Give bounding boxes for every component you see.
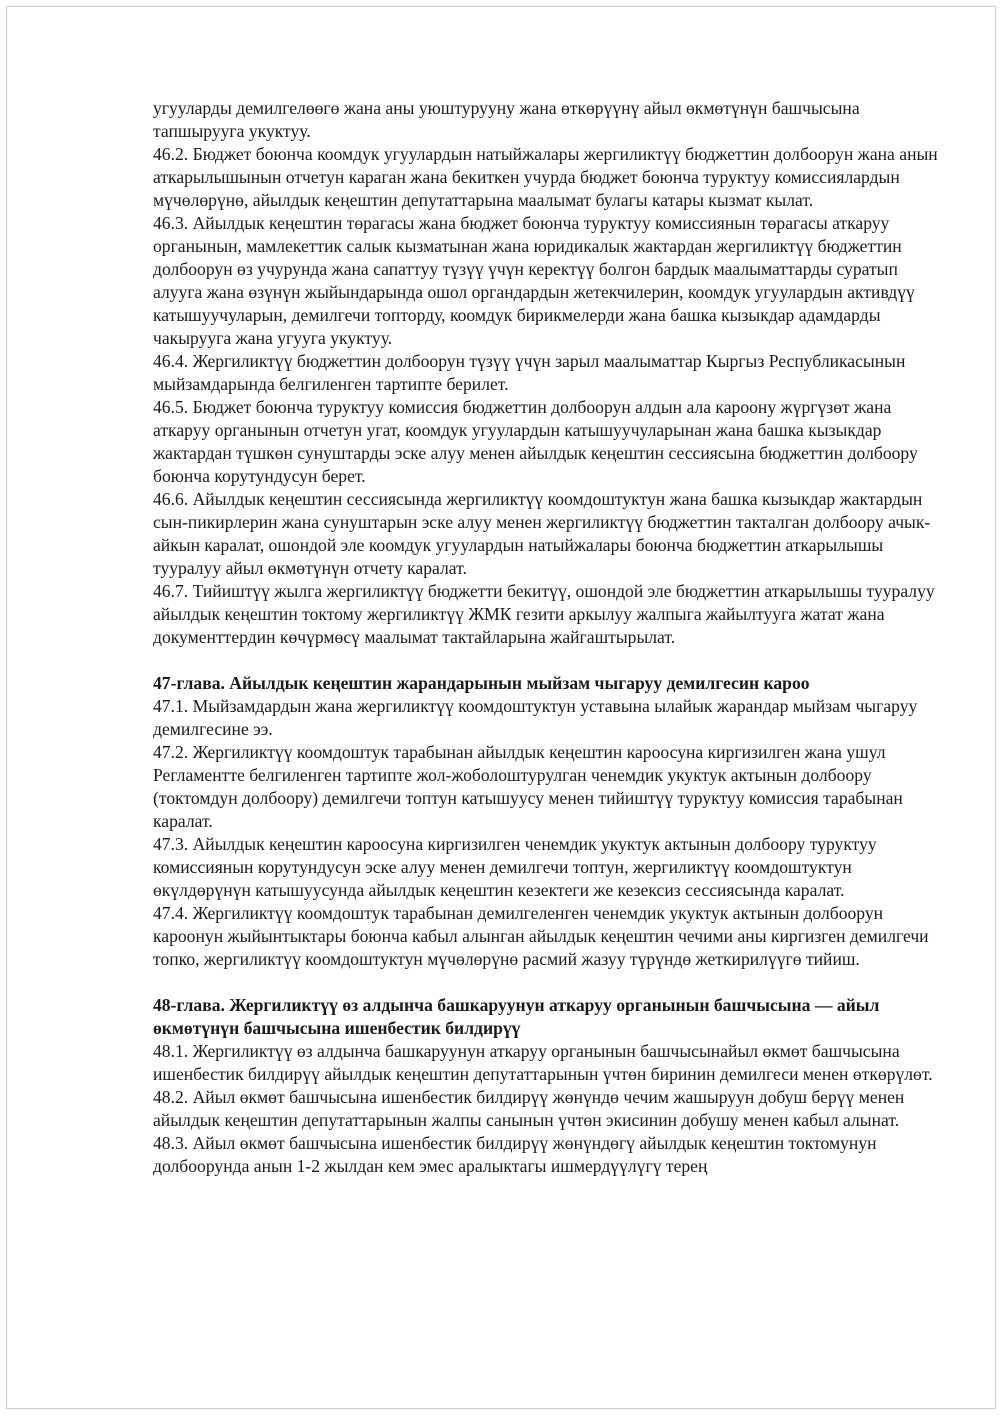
document-body: [153, 97, 943, 1178]
paragraph-46-2: 46.2. Бюджет боюнча коомдук угуулардын натыйжалары жергиликтүү бюджеттин долбоорун жана анын аткарылышынын отчетун караган жана бекиткен учурда бюджет боюнча туруктуу комиссиялардын мүчөлөрүнө, айылдык кеңештин депутаттарына маалымат булагы катары кызмат кылат.: [153, 144, 938, 210]
paragraph-46-6: 46.6. Айылдык кеңештин сессиясында жергиликтүү коомдоштуктун жана башка кызыкдар жактардын сын-пикирлерин жана сунуштарын эске алуу менен жергиликтүү бюджеттин такталган долбоору ачык-айкын каралат, ошондой эле коомдук угуулардын натыйжалары боюнча бюджеттин аткарылышы тууралуу айыл өкмөтүнүн отчету каралат.: [153, 489, 931, 578]
chapter-48-heading: 48-глава. Жергиликтүү өз алдынча башкаруунун аткаруу органынын башчысына — айыл өкмөтүнүн башчысына ишенбестик билдирүү: [153, 995, 880, 1038]
paragraph-48-3: 48.3. Айыл өкмөт башчысына ишенбестик билдирүү жөнүндөгү айылдык кеңештин токтомунун долбоорунда анын 1-2 жылдан кем эмес аралыктагы ишмердүүлүгү терең: [153, 1133, 877, 1176]
paragraph-47-2: 47.2. Жергиликтүү коомдоштук тарабынан айылдык кеңештин кароосуна киргизилген жана ушул Регламентте белгиленген тартипте жол-жоболоштурулган ченемдик укуктук актынын долбоору (токтомдун долбоору) демилгечи топтун катышуусу менен тийиштүү туруктуу комиссия тарабынан каралат.: [153, 742, 903, 831]
document-page: [6, 6, 996, 1409]
paragraph-47-1: 47.1. Мыйзамдардын жана жергиликтүү коомдоштуктун уставына ылайык жарандар мыйзам чыгаруу демилгесине ээ.: [153, 696, 918, 739]
paragraph-47-3: 47.3. Айылдык кеңештин кароосуна киргизилген ченемдик укуктук актынын долбоору туруктуу комиссиянын корутундусун эске алуу менен демилгечи топтун, жергиликтүү коомдоштуктун өкүлдөрүнүн катышуусунда айылдык кеңештин кезектеги же кезексиз сессиясында каралат.: [153, 834, 877, 900]
chapter-47-heading: 47-глава. Айылдык кеңештин жарандарынын мыйзам чыгаруу демилгесин кароо: [153, 673, 810, 693]
paragraph-48-2: 48.2. Айыл өкмөт башчысына ишенбестик билдирүү жөнүндө чечим жашыруун добуш берүү менен айылдык кеңештин депутаттарынын жалпы санынын үчтөн экисинин добушу менен кабыл алынат.: [153, 1087, 905, 1130]
section-spacer: [153, 971, 943, 994]
paragraph-46-4: 46.4. Жергиликтүү бюджеттин долбоорун түзүү үчүн зарыл маалыматтар Кыргыз Республикасынын мыйзамдарында белгиленген тартипте берилет.: [153, 351, 906, 394]
paragraph-46-5: 46.5. Бюджет боюнча туруктуу комиссия бюджеттин долбоорун алдын ала кароону жүргүзөт жана аткаруу органынын отчетун угат, коомдук угуулардын катышуучуларынан жана башка кызыкдар жактардан түшкөн сунуштарды эске алуу менен айылдык кеңештин сессиясына бюджеттин долбоору боюнча корутундусун берет.: [153, 397, 918, 486]
section-spacer: [153, 649, 943, 672]
paragraph-47-4: 47.4. Жергиликтүү коомдоштук тарабынан демилгеленген ченемдик укуктук актынын долбоорун кароонун жыйынтыктары боюнча кабыл алынган айылдык кеңештин чечими аны киргизген демилгечи топко, жергиликтүү коомдоштуктун мүчөлөрүнө расмий жазуу түрүндө жеткирилүүгө тийиш.: [153, 903, 929, 969]
paragraph-46-3: 46.3. Айылдык кеңештин төрагасы жана бюджет боюнча туруктуу комиссиянын төрагасы аткаруу органынын, мамлекеттик салык кызматынан жана юридикалык жактардан жергиликтүү бюджеттин долбоорун өз учурунда жана сапаттуу түзүү үчүн керектүү болгон бардык маалыматтарды суратып алууга жана өзүнүн жыйындарында ошол органдардын жетекчилерин, коомдук угуулардын активдүү катышуучуларын, демилгечи топторду, коомдук бирикмелерди жана башка кызыкдар адамдарды чакырууга жана угууга укуктуу.: [153, 213, 915, 348]
paragraph-46-1-continuation: угууларды демилгелөөгө жана аны уюштурууну жана өткөрүүнү айыл өкмөтүнүн башчысына тапшырууга укуктуу.: [153, 98, 860, 141]
paragraph-48-1: 48.1. Жергиликтүү өз алдынча башкаруунун аткаруу органынын башчысынайыл өкмөт башчысына ишенбестик билдирүү айылдык кеңештин депутаттарынын үчтөн биринин демилгеси менен өткөрүлөт.: [153, 1041, 933, 1084]
paragraph-46-7: 46.7. Тийиштүү жылга жергиликтүү бюджетти бекитүү, ошондой эле бюджеттин аткарылышы тууралуу айылдык кеңештин токтому жергиликтүү ЖМК гезити аркылуу жалпыга жайылтууга жатат жана документтердин көчүрмөсү маалымат тактайларына жайгаштырылат.: [153, 581, 935, 647]
